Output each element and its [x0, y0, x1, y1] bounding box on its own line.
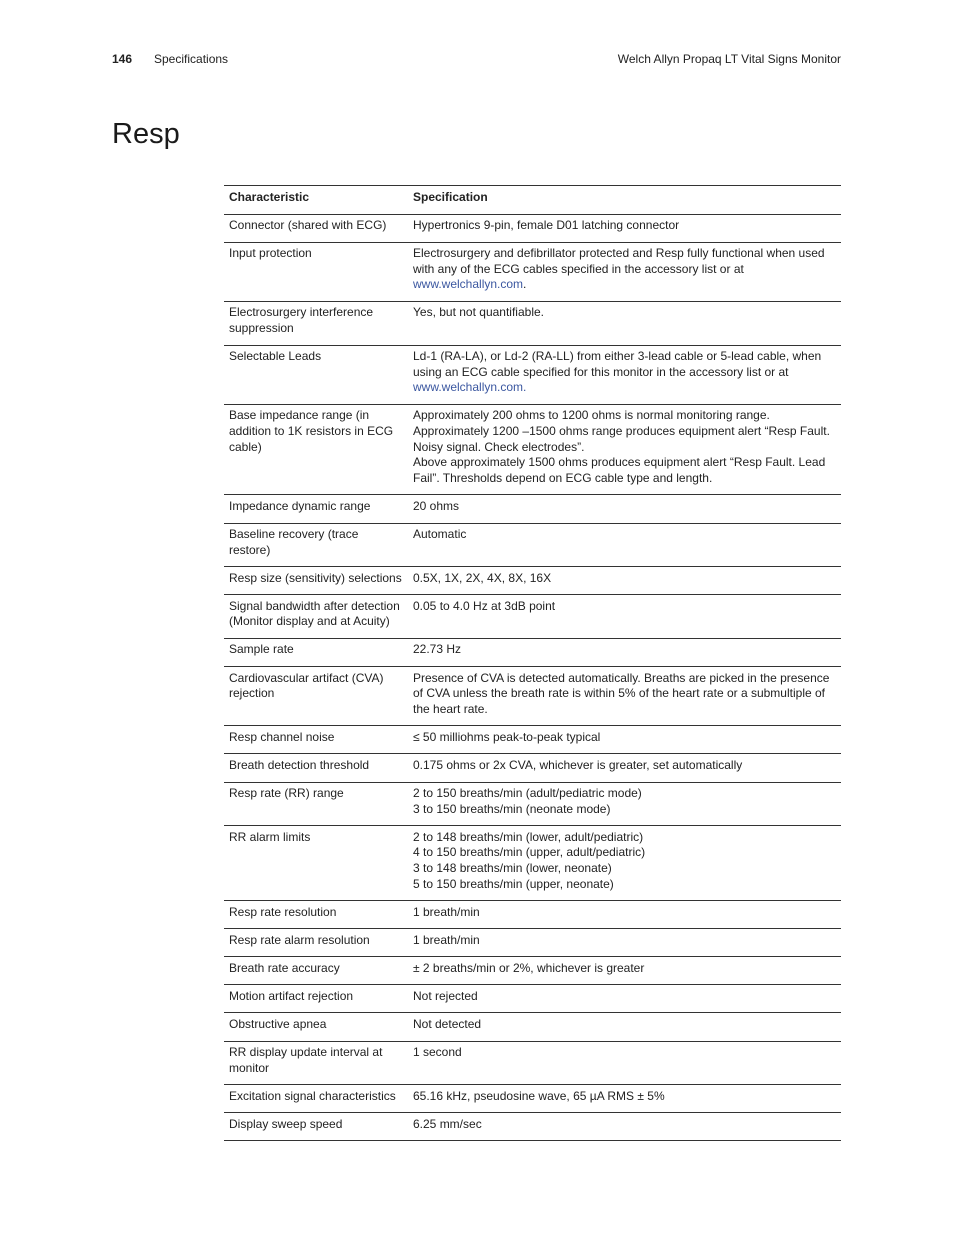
specification-cell — [408, 404, 841, 494]
specification-text: 65.16 kHz, pseudosine wave, 65 µA RMS ± 5% — [413, 1088, 665, 1103]
characteristic-cell: Breath rate accuracy — [224, 957, 408, 985]
website-link[interactable]: www.welchallyn.com. — [413, 380, 527, 395]
specification-cell — [408, 957, 841, 985]
specification-text: Automatic — [413, 527, 467, 541]
specification-cell — [408, 638, 841, 666]
specification-cell — [408, 929, 841, 957]
specification-cell — [408, 1041, 841, 1085]
characteristic-cell: RR display update interval at monitor — [224, 1041, 408, 1085]
characteristic-cell: Display sweep speed — [224, 1113, 408, 1141]
characteristic-cell: Baseline recovery (trace restore) — [224, 523, 408, 567]
specification-text: Not rejected — [413, 988, 478, 1003]
characteristic-cell: Breath detection threshold — [224, 754, 408, 782]
specification-text: 20 ohms — [413, 498, 460, 513]
specification-cell — [408, 901, 841, 929]
specification-text: Electrosurgery and defibrillator protected and Resp fully functional when used with any of the ECG cables specified in the accessory list or at — [413, 246, 825, 276]
specification-cell — [408, 523, 841, 567]
specification-cell — [408, 242, 841, 301]
specification-text: 5 to 150 breaths/min (upper, neonate) — [413, 876, 614, 891]
characteristic-cell: RR alarm limits — [224, 826, 408, 901]
specification-text: 0.175 ohms or 2x CVA, whichever is greater, set automatically — [413, 757, 743, 772]
specification-text: 6.25 mm/sec — [413, 1116, 482, 1131]
table-row — [224, 726, 841, 754]
table-row — [224, 929, 841, 957]
table-row — [224, 1085, 841, 1113]
specification-text: Approximately 200 ohms to 1200 ohms is normal monitoring range. — [413, 408, 770, 423]
characteristic-cell: Input protection — [224, 242, 408, 301]
specification-cell — [408, 782, 841, 826]
section-name: Specifications — [154, 52, 229, 66]
specification-text: 3 to 150 breaths/min (neonate mode) — [413, 801, 611, 816]
specification-text: 1 breath/min — [413, 904, 480, 919]
specification-text: Approximately 1200 –1500 ohms range produces equipment alert “Resp Fault. Noisy signal. Check electrodes”. — [413, 424, 830, 454]
characteristic-cell: Cardiovascular artifact (CVA) rejection — [224, 667, 408, 726]
characteristic-cell: Signal bandwidth after detection (Monitor display and at Acuity) — [224, 595, 408, 639]
specification-cell — [408, 495, 841, 523]
table-row — [224, 826, 841, 901]
specification-text: 0.05 to 4.0 Hz at 3dB point — [413, 598, 556, 613]
characteristic-cell: Connector (shared with ECG) — [224, 214, 408, 242]
table-row — [224, 595, 841, 639]
specification-text: Yes, but not quantifiable. — [413, 305, 544, 320]
characteristic-cell: Electrosurgery interference suppression — [224, 301, 408, 345]
page-heading: Resp — [112, 118, 180, 150]
table-row — [224, 301, 841, 345]
table-row — [224, 567, 841, 595]
specification-text: Ld-1 (RA-LA), or Ld-2 (RA-LL) from either 3-lead cable or 5-lead cable, when using an ECG cable specified for this monitor in the accessory list or at — [413, 349, 822, 379]
specification-cell — [408, 667, 841, 726]
table-body — [224, 214, 841, 1141]
specification-cell — [408, 826, 841, 901]
characteristic-cell: Obstructive apnea — [224, 1013, 408, 1041]
table-row — [224, 985, 841, 1013]
table-row — [224, 782, 841, 826]
column-header-specification: Specification — [408, 186, 841, 215]
table-header-row — [224, 186, 841, 215]
specification-text: 1 breath/min — [413, 932, 480, 947]
table-row — [224, 1113, 841, 1141]
specification-text: Above approximately 1500 ohms produces equipment alert “Resp Fault. Lead Fail”. Thresholds depend on ECG cable type and length. — [413, 455, 826, 485]
specification-cell — [408, 1013, 841, 1041]
table-row — [224, 214, 841, 242]
characteristic-cell: Impedance dynamic range — [224, 495, 408, 523]
column-header-characteristic: Characteristic — [224, 186, 408, 215]
table-row — [224, 345, 841, 404]
table-row — [224, 523, 841, 567]
specification-text: 4 to 150 breaths/min (upper, adult/pediatric) — [413, 845, 646, 860]
characteristic-cell: Excitation signal characteristics — [224, 1085, 408, 1113]
specification-cell — [408, 1085, 841, 1113]
specification-text: 3 to 148 breaths/min (lower, neonate) — [413, 860, 612, 875]
table-row — [224, 242, 841, 301]
document-title: Welch Allyn Propaq LT Vital Signs Monitor — [617, 52, 841, 66]
characteristic-cell: Resp channel noise — [224, 726, 408, 754]
characteristic-cell: Selectable Leads — [224, 345, 408, 404]
characteristic-cell: Resp rate resolution — [224, 901, 408, 929]
specification-text: 22.73 Hz — [413, 642, 462, 657]
specification-text: Presence of CVA is detected automatically. Breaths are picked in the presence of CVA unless the breath rate is within 5% of the heart rate or a submultiple of the heart rate. — [413, 670, 830, 716]
table-row — [224, 1013, 841, 1041]
table-row — [224, 1041, 841, 1085]
characteristic-cell: Resp rate (RR) range — [224, 782, 408, 826]
specification-text: Not detected — [413, 1016, 482, 1031]
specification-text: ≤ 50 milliohms peak-to-peak typical — [413, 729, 601, 744]
table-row — [224, 901, 841, 929]
characteristic-cell: Motion artifact rejection — [224, 985, 408, 1013]
specification-cell — [408, 214, 841, 242]
characteristic-cell: Resp rate alarm resolution — [224, 929, 408, 957]
specification-text: Hypertronics 9-pin, female D01 latching connector — [413, 218, 680, 233]
specification-cell — [408, 754, 841, 782]
specification-text: 2 to 150 breaths/min (adult/pediatric mode) — [413, 786, 642, 801]
specification-text: 1 second — [413, 1045, 462, 1060]
table-row — [224, 667, 841, 726]
table-row — [224, 404, 841, 494]
link-suffix: . — [523, 277, 527, 292]
characteristic-cell: Resp size (sensitivity) selections — [224, 567, 408, 595]
specification-cell — [408, 985, 841, 1013]
specification-cell — [408, 345, 841, 404]
specification-text: ± 2 breaths/min or 2%, whichever is greater — [413, 960, 645, 975]
specification-cell — [408, 726, 841, 754]
table-row — [224, 957, 841, 985]
spec-table — [224, 185, 841, 1141]
website-link[interactable]: www.welchallyn.com — [413, 277, 524, 292]
specification-cell — [408, 1113, 841, 1141]
page-number: 146 — [112, 52, 133, 66]
specification-cell — [408, 595, 841, 639]
table-row — [224, 754, 841, 782]
table-row — [224, 638, 841, 666]
page-header — [112, 52, 841, 70]
specification-cell — [408, 567, 841, 595]
specification-text: 0.5X, 1X, 2X, 4X, 8X, 16X — [413, 570, 552, 585]
table-row — [224, 495, 841, 523]
specification-cell — [408, 301, 841, 345]
specification-text: 2 to 148 breaths/min (lower, adult/pediatric) — [413, 829, 644, 844]
characteristic-cell: Sample rate — [224, 638, 408, 666]
characteristic-cell: Base impedance range (in addition to 1K resistors in ECG cable) — [224, 404, 408, 494]
